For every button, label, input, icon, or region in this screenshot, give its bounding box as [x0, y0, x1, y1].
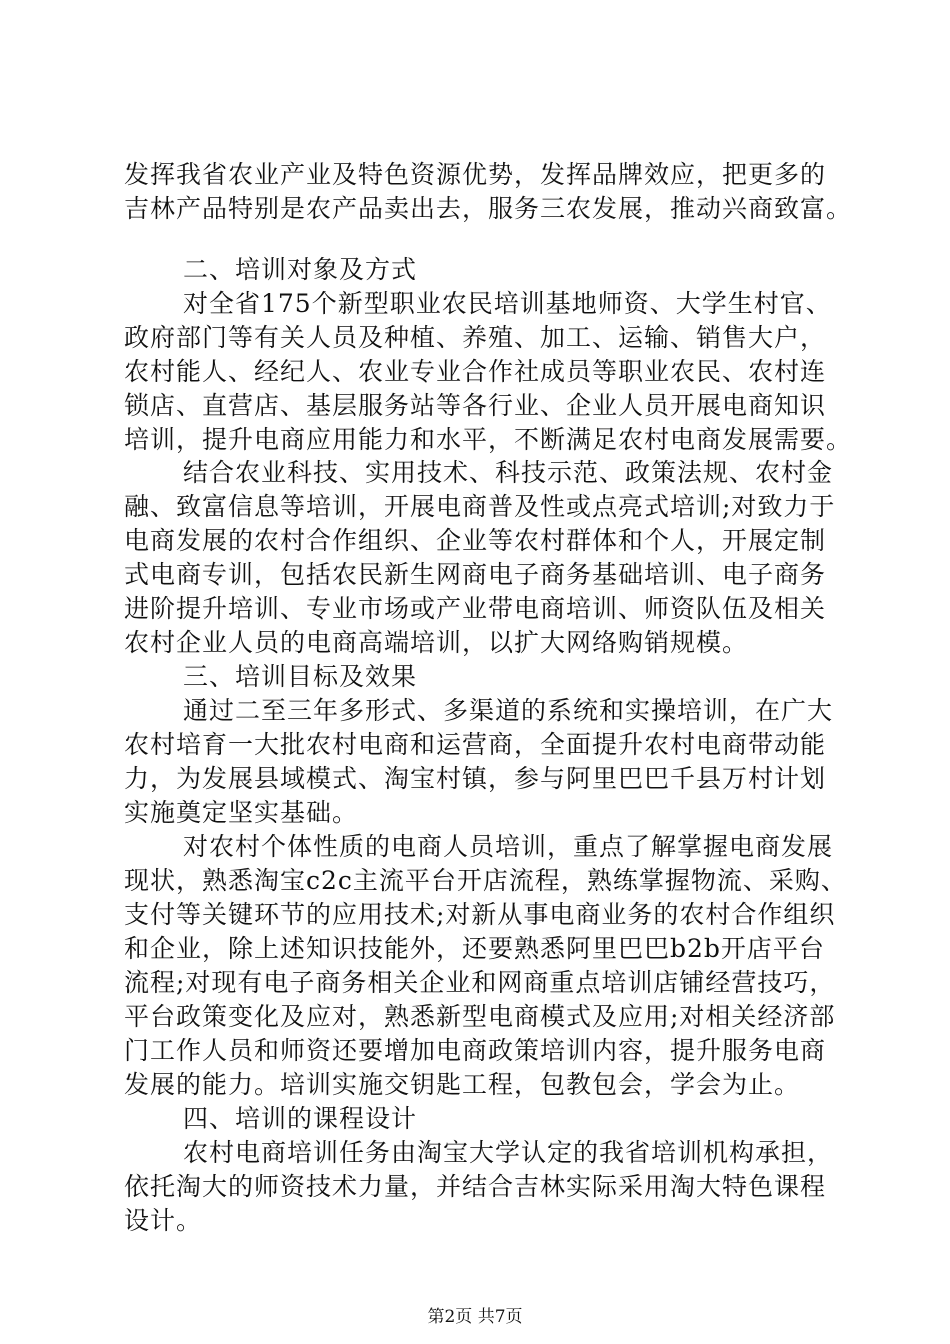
- text-line: 对农村个体性质的电商人员培训，重点了解掌握电商发展: [183, 832, 834, 861]
- text-line: 融、致富信息等培训，开展电商普及性或点亮式培训;对致力于: [124, 492, 836, 521]
- text-line: 通过二至三年多形式、多渠道的系统和实操培训，在广大: [183, 696, 834, 725]
- text-line: 电商发展的农村合作组织、企业等农村群体和个人，开展定制: [124, 526, 827, 555]
- text-line: 吉林产品特别是农产品卖出去，服务三农发展，推动兴商致富。: [124, 194, 853, 223]
- text-line: 力，为发展县域模式、淘宝村镇，参与阿里巴巴千县万村计划: [124, 764, 827, 793]
- text-line: 政府部门等有关人员及种植、养殖、加工、运输、销售大户，: [124, 323, 827, 352]
- text-line: 对全省175个新型职业农民培训基地师资、大学生村官、: [183, 289, 832, 318]
- section-heading: 四、培训的课程设计: [183, 1104, 418, 1133]
- text-line: 结合农业科技、实用技术、科技示范、政策法规、农村金: [183, 458, 834, 487]
- text-line: 流程;对现有电子商务相关企业和网商重点培训店铺经营技巧，: [124, 968, 836, 997]
- text-line: 培训，提升电商应用能力和水平，不断满足农村电商发展需要。: [124, 425, 853, 454]
- text-line: 农村能人、经纪人、农业专业合作社成员等职业农民、农村连: [124, 357, 827, 386]
- text-line: 和企业，除上述知识技能外，还要熟悉阿里巴巴b2b开店平台: [124, 934, 825, 963]
- text-line: 农村电商培训任务由淘宝大学认定的我省培训机构承担，: [183, 1138, 834, 1167]
- text-line: 支付等关键环节的应用技术;对新从事电商业务的农村合作组织: [124, 900, 836, 929]
- page-footer: 第2页 共7页: [427, 1307, 523, 1327]
- text-line: 农村企业人员的电商高端培训，以扩大网络购销规模。: [124, 628, 749, 657]
- text-line: 进阶提升培训、专业市场或产业带电商培训、师资队伍及相关: [124, 594, 827, 623]
- text-line: 发展的能力。培训实施交钥匙工程，包教包会，学会为止。: [124, 1070, 801, 1099]
- section-heading: 二、培训对象及方式: [183, 255, 418, 284]
- text-line: 锁店、直营店、基层服务站等各行业、企业人员开展电商知识: [124, 391, 827, 420]
- text-line: 平台政策变化及应对，熟悉新型电商模式及应用;对相关经济部: [124, 1002, 836, 1031]
- text-line: 式电商专训，包括农民新生网商电子商务基础培训、电子商务: [124, 560, 827, 589]
- section-heading: 三、培训目标及效果: [183, 662, 418, 691]
- text-line: 设计。: [124, 1206, 203, 1235]
- text-line: 现状，熟悉淘宝c2c主流平台开店流程，熟练掌握物流、采购、: [124, 866, 847, 895]
- text-line: 依托淘大的师资技术力量，并结合吉林实际采用淘大特色课程: [124, 1172, 827, 1201]
- text-line: 农村培育一大批农村电商和运营商，全面提升农村电商带动能: [124, 730, 827, 759]
- text-line: 实施奠定坚实基础。: [124, 798, 359, 827]
- text-line: 发挥我省农业产业及特色资源优势，发挥品牌效应，把更多的: [124, 160, 827, 189]
- text-line: 门工作人员和师资还要增加电商政策培训内容，提升服务电商: [124, 1036, 827, 1065]
